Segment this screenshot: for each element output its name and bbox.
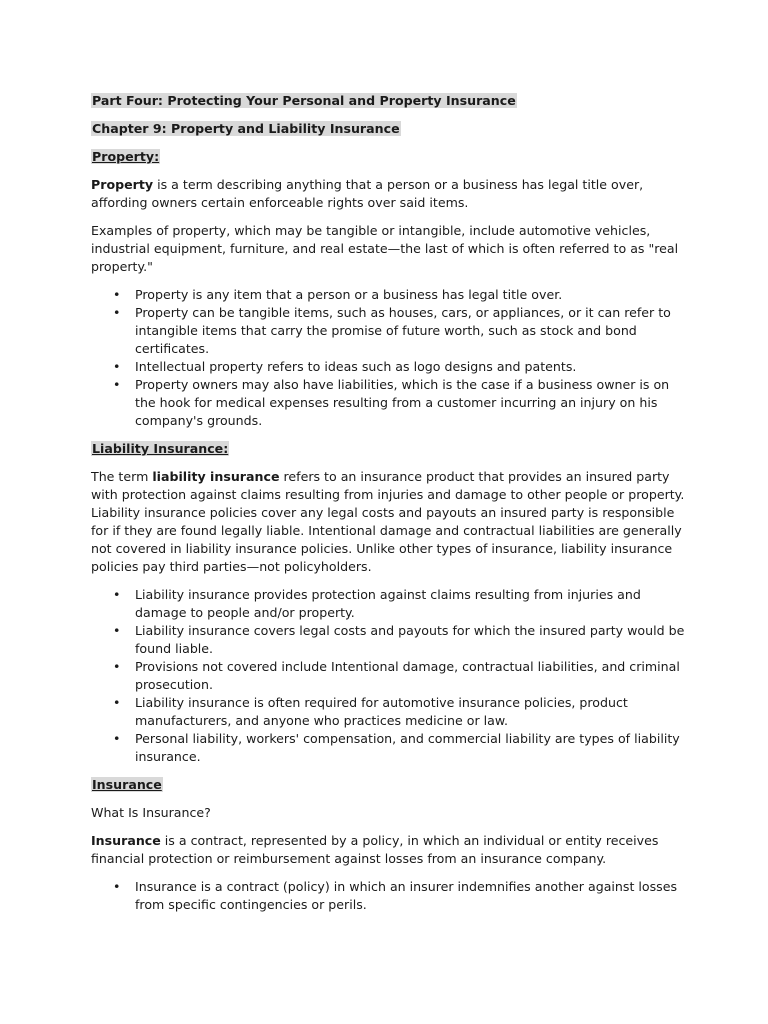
property-heading — [91, 148, 688, 166]
list-item — [91, 304, 688, 358]
bullet-icon: • — [113, 879, 121, 894]
list-item-text: Liability insurance covers legal costs and payouts for which the insured party would be found liable. — [135, 623, 685, 656]
bullet-icon: • — [113, 359, 121, 374]
list-item-text: Personal liability, workers' compensation, and commercial liability are types of liability insurance. — [135, 731, 680, 764]
insurance-heading — [91, 776, 688, 794]
bullet-icon: • — [113, 731, 121, 746]
list-item-text: Liability insurance provides protection against claims resulting from injuries and damage to people and/or property. — [135, 587, 641, 620]
part-title-text: Part Four: Protecting Your Personal and Property Insurance — [92, 93, 516, 108]
liability-definition-pre: The term — [91, 469, 153, 484]
liability-definition-text: refers to an insurance product that provides an insured party with protection against claims resulting from injuries and damage to other people or property. Liability insurance policies cover any legal costs and payouts an insured party is responsible for if they are found legally liable. Intentional damage and contractual liabilities are generally not covered in liability insurance policies. Unlike other types of insurance, liability insurance policies pay third parties—not policyholders. — [91, 469, 685, 574]
property-examples: Examples of property, which may be tangible or intangible, include automotive vehicles, industrial equipment, furniture, and real estate—the last of which is often referred to as "real property." — [91, 223, 679, 274]
list-item-text: Property owners may also have liabilities, which is the case if a business owner is on the hook for medical expenses resulting from a customer incurring an injury on his company's grounds. — [135, 377, 670, 428]
chapter-title — [91, 120, 688, 138]
insurance-term: Insurance — [91, 833, 161, 848]
part-title — [91, 92, 688, 110]
property-definition-text: is a term describing anything that a person or a business has legal title over, affording owners certain enforceable rights over said items. — [91, 177, 644, 210]
bullet-icon: • — [113, 305, 121, 320]
list-item — [91, 658, 688, 694]
list-item-text: Intellectual property refers to ideas such as logo designs and patents. — [135, 359, 577, 374]
list-item-text: Insurance is a contract (policy) in which an insurer indemnifies another against losses from specific contingencies or perils. — [135, 879, 678, 912]
insurance-definition-text: is a contract, represented by a policy, in which an individual or entity receives financial protection or reimbursement against losses from an insurance company. — [91, 833, 659, 866]
liability-term: liability insurance — [152, 469, 280, 484]
bullet-icon: • — [113, 659, 121, 674]
list-item — [91, 376, 688, 430]
bullet-icon: • — [113, 377, 121, 392]
list-item-text: Liability insurance is often required for automotive insurance policies, product manufacturers, and anyone who practices medicine or law. — [135, 695, 628, 728]
liability-heading — [91, 440, 688, 458]
list-item — [91, 586, 688, 622]
insurance-definition — [91, 832, 688, 868]
list-item — [91, 694, 688, 730]
list-item — [91, 878, 688, 914]
bullet-icon: • — [113, 287, 121, 302]
list-item — [91, 358, 688, 376]
liability-heading-text: Liability Insurance: — [92, 441, 229, 456]
property-definition — [91, 176, 688, 212]
property-term: Property — [91, 177, 154, 192]
list-item — [91, 730, 688, 766]
list-item — [91, 622, 688, 658]
list-item-text: Provisions not covered include Intentional damage, contractual liabilities, and criminal prosecution. — [135, 659, 680, 692]
property-heading-text: Property: — [92, 149, 160, 164]
insurance-bullet-list — [91, 878, 688, 914]
list-item-text: Property is any item that a person or a business has legal title over. — [135, 287, 563, 302]
bullet-icon: • — [113, 695, 121, 710]
property-bullet-list — [91, 286, 688, 430]
liability-bullet-list — [91, 586, 688, 766]
chapter-title-text: Chapter 9: Property and Liability Insurance — [92, 121, 400, 136]
liability-definition — [91, 468, 688, 576]
bullet-icon: • — [113, 587, 121, 602]
insurance-heading-text: Insurance — [92, 777, 162, 792]
list-item-text: Property can be tangible items, such as houses, cars, or appliances, or it can refer to intangible items that carry the promise of future worth, such as stock and bond certificates. — [135, 305, 671, 356]
insurance-question: What Is Insurance? — [91, 805, 211, 820]
bullet-icon: • — [113, 623, 121, 638]
list-item — [91, 286, 688, 304]
